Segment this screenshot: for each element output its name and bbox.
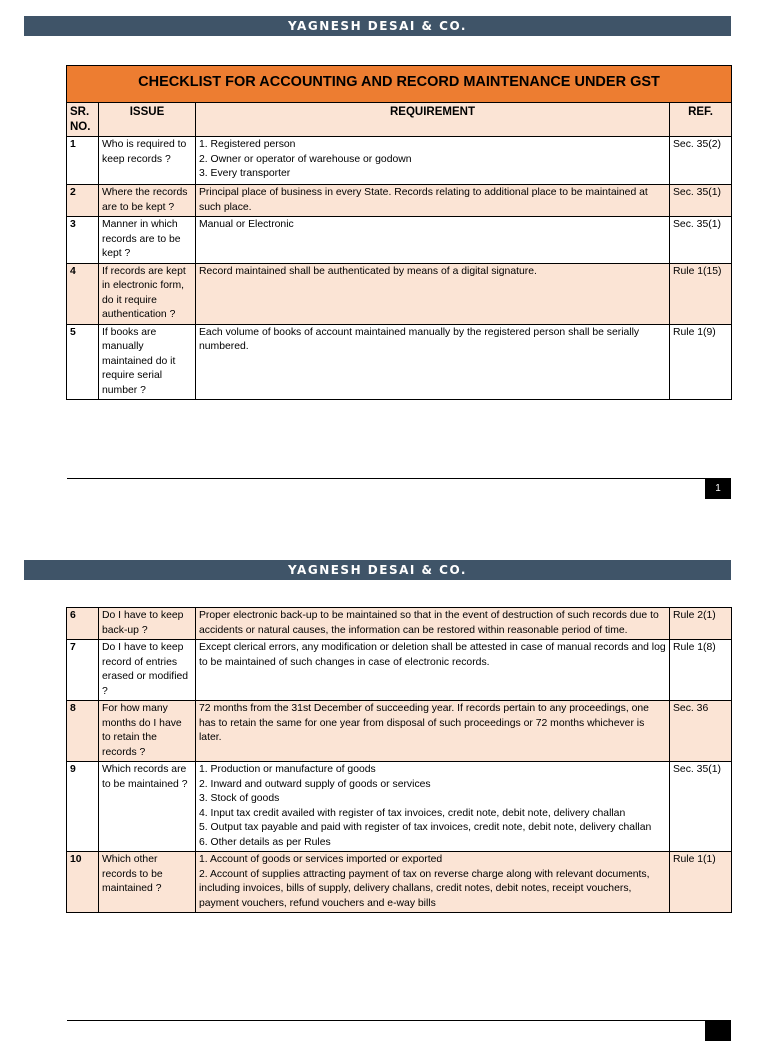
row-sr-no: 1	[67, 137, 99, 185]
row-issue: Manner in which records are to be kept ?	[99, 217, 196, 264]
row-ref: Sec. 35(2)	[670, 137, 732, 185]
row-sr-no: 2	[67, 185, 99, 217]
firm-header-page-2: YAGNESH DESAI & CO.	[24, 560, 731, 580]
table-row	[67, 701, 732, 762]
requirement-line: Principal place of business in every State. Records relating to additional place to be maintained at such place.	[199, 187, 648, 213]
row-requirement	[196, 640, 670, 701]
column-header-row	[67, 103, 732, 137]
requirement-line: 1. Registered person	[199, 139, 296, 150]
page-1-rows	[67, 137, 732, 400]
requirement-line: 1. Production or manufacture of goods	[199, 764, 376, 775]
table-row	[67, 185, 732, 217]
row-requirement	[196, 701, 670, 762]
table-row	[67, 263, 732, 324]
page-number-page-2	[705, 1021, 731, 1041]
page-2-rows	[67, 608, 732, 913]
table-row	[67, 217, 732, 264]
row-issue: If records are kept in electronic form, do it require authentication ?	[99, 263, 196, 324]
requirement-line: Manual or Electronic	[199, 219, 294, 230]
row-issue: Who is required to keep records ?	[99, 137, 196, 185]
row-sr-no: 9	[67, 762, 99, 852]
row-ref: Sec. 36	[670, 701, 732, 762]
requirement-line: Proper electronic back-up to be maintained so that in the event of destruction of such records due to accidents or natural causes, the information can be restored within reasonable period of time.	[199, 610, 659, 636]
footer-divider-page-2	[67, 1020, 731, 1021]
requirement-line: 2. Account of supplies attracting payment of tax on reverse charge along with relevant documents, including invoices, bills of supply, delivery challans, credit notes, debit notes, receipt vouchers, payment vouchers, refund vouchers and e-way bills	[199, 868, 650, 909]
row-ref: Rule 1(8)	[670, 640, 732, 701]
table-row	[67, 640, 732, 701]
table-row	[67, 137, 732, 185]
row-requirement	[196, 852, 670, 913]
requirement-line: 2. Owner or operator of warehouse or godown	[199, 153, 412, 165]
column-header-sr-no: SR. NO.	[67, 103, 99, 137]
row-requirement	[196, 137, 670, 185]
row-sr-no: 3	[67, 217, 99, 264]
checklist-table-page-2	[66, 607, 732, 913]
row-sr-no: 4	[67, 263, 99, 324]
row-issue: Do I have to keep back-up ?	[99, 608, 196, 640]
table-row	[67, 608, 732, 640]
row-ref: Rule 2(1)	[670, 608, 732, 640]
row-ref: Sec. 35(1)	[670, 185, 732, 217]
table-row	[67, 324, 732, 400]
column-header-requirement: REQUIREMENT	[196, 103, 670, 137]
row-ref: Rule 1(15)	[670, 263, 732, 324]
requirement-line: 4. Input tax credit availed with register of tax invoices, credit note, debit note, delivery challan	[199, 807, 626, 819]
requirement-line: Each volume of books of account maintained manually by the registered person shall be serially numbered.	[199, 326, 640, 352]
requirement-line: 3. Every transporter	[199, 168, 291, 179]
requirement-line: 5. Output tax payable and paid with register of tax invoices, credit note, debit note, delivery challan	[199, 822, 652, 833]
row-issue: For how many months do I have to retain the records ?	[99, 701, 196, 762]
requirement-line: Record maintained shall be authenticated by means of a digital signature.	[199, 265, 537, 277]
requirement-line: Except clerical errors, any modification or deletion shall be attested in case of manual records and log to be maintained of such changes in case of electronic records.	[199, 642, 666, 668]
requirement-line: 6. Other details as per Rules	[199, 836, 331, 848]
row-ref: Sec. 35(1)	[670, 762, 732, 852]
row-ref: Rule 1(9)	[670, 324, 732, 400]
row-issue: Where the records are to be kept ?	[99, 185, 196, 217]
requirement-line: 2. Inward and outward supply of goods or services	[199, 778, 431, 790]
row-sr-no: 8	[67, 701, 99, 762]
row-issue: If books are manually maintained do it require serial number ?	[99, 324, 196, 400]
checklist-title: CHECKLIST FOR ACCOUNTING AND RECORD MAINTENANCE UNDER GST	[67, 66, 732, 103]
column-header-ref: REF.	[670, 103, 732, 137]
table-row	[67, 852, 732, 913]
row-issue: Which records are to be maintained ?	[99, 762, 196, 852]
requirement-line: 72 months from the 31st December of succeeding year. If records pertain to any proceedings, one has to retain the same for one year from disposal of such proceedings or 72 months whichever is later.	[199, 703, 649, 743]
table-row	[67, 762, 732, 852]
column-header-issue: ISSUE	[99, 103, 196, 137]
row-ref: Sec. 35(1)	[670, 217, 732, 264]
row-sr-no: 10	[67, 852, 99, 913]
row-issue: Do I have to keep record of entries erased or modified ?	[99, 640, 196, 701]
firm-header: YAGNESH DESAI & CO.	[24, 16, 731, 36]
row-requirement	[196, 217, 670, 264]
row-ref: Rule 1(1)	[670, 852, 732, 913]
row-sr-no: 7	[67, 640, 99, 701]
row-sr-no: 6	[67, 608, 99, 640]
requirement-line: 1. Account of goods or services imported or exported	[199, 854, 443, 865]
row-sr-no: 5	[67, 324, 99, 400]
checklist-table-page-1	[66, 65, 732, 400]
row-issue: Which other records to be maintained ?	[99, 852, 196, 913]
requirement-line: 3. Stock of goods	[199, 793, 280, 804]
page-number: 1	[705, 479, 731, 499]
footer-divider	[67, 478, 731, 479]
row-requirement	[196, 263, 670, 324]
row-requirement	[196, 324, 670, 400]
row-requirement	[196, 608, 670, 640]
row-requirement	[196, 185, 670, 217]
row-requirement	[196, 762, 670, 852]
